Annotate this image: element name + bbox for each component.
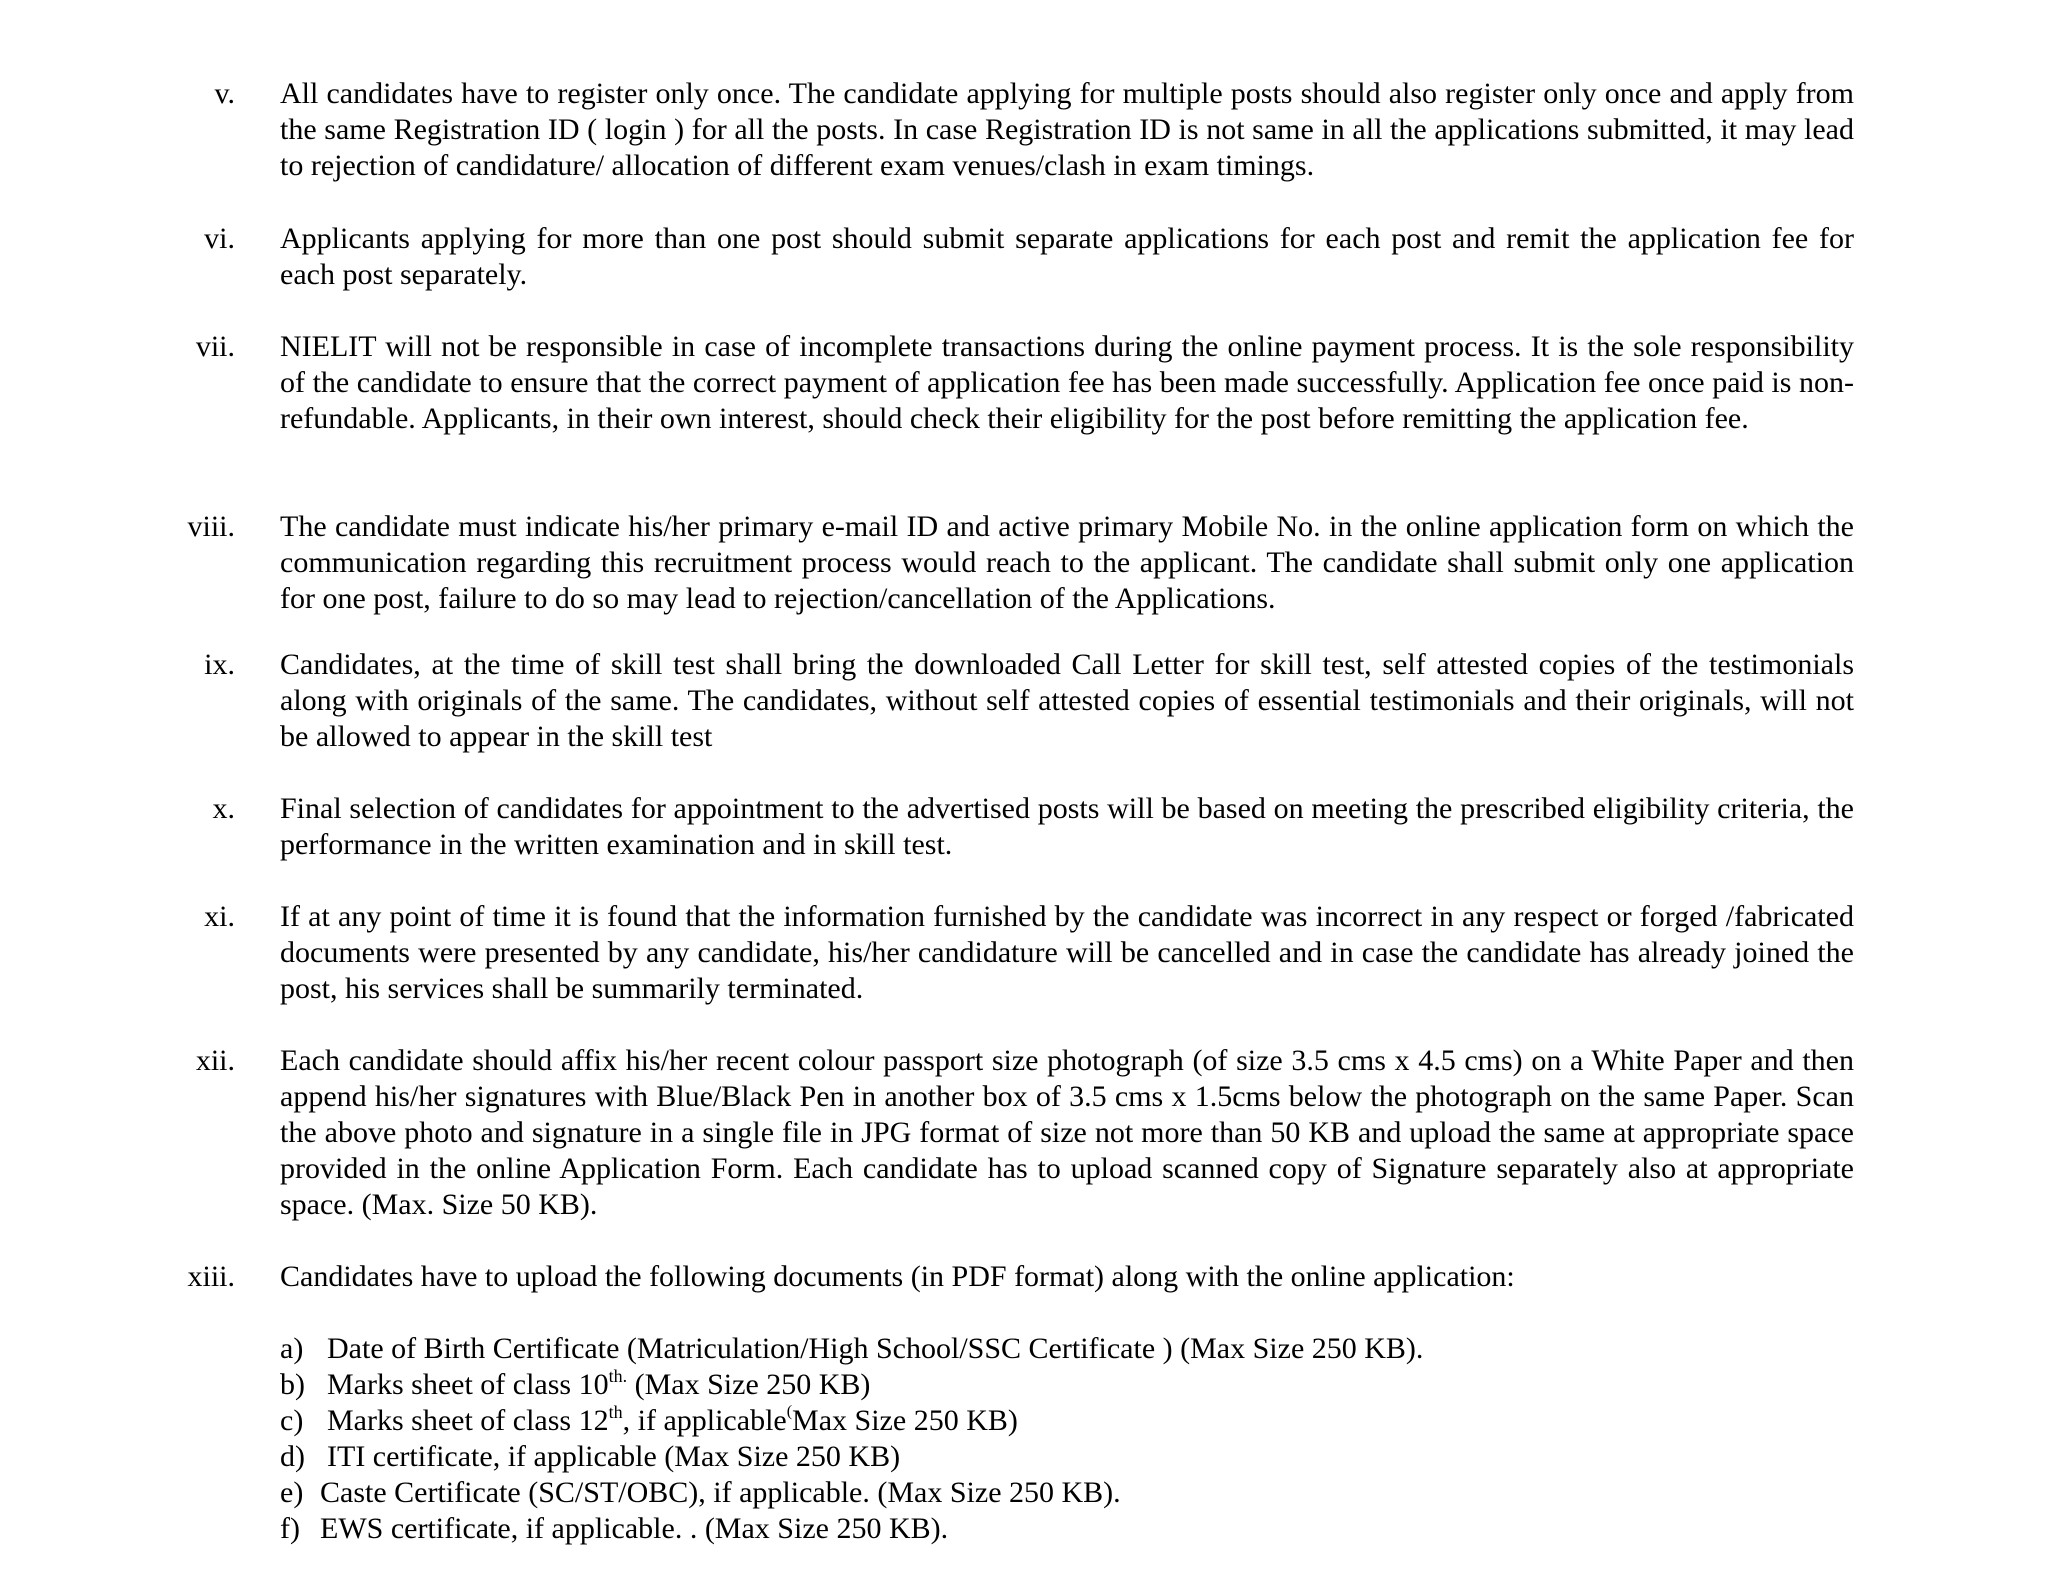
document-text: Marks sheet of class 12 [327,1404,609,1437]
document-label: b) [280,1368,305,1401]
document-label: e) [280,1476,304,1509]
document-item-d [280,1439,1854,1475]
item-text: All candidates have to register only once. The candidate applying for multiple posts should also register only once and apply from the same Registration ID ( login ) for all the posts. In case Registration ID is not same in all the applications submitted, it may lead to rejection of candidature/ allocation of different exam venues/clash in exam timings. [280,77,1854,182]
item-number: ix. [204,648,235,681]
item-number: xii. [195,1044,235,1077]
item-number: v. [214,77,235,110]
item-text: Each candidate should affix his/her recent colour passport size photograph (of size 3.5 cms x 4.5 cms) on a White Paper and then append his/her signatures with Blue/Black Pen in another box of 3.5 cms x 1.5cms below the photograph on the same Paper. Scan the above photo and signature in a single file in JPG format of size not more than 50 KB and upload the same at appropriate space provided in the online Application Form. Each candidate has to upload scanned copy of Signature separately also at appropriate space. (Max. Size 50 KB). [280,1044,1854,1221]
document-label: c) [280,1404,304,1437]
item-text: The candidate must indicate his/her primary e-mail ID and active primary Mobile No. in the online application form on which the communication regarding this recruitment process would reach to the applicant. The candidate shall submit only one application for one post, failure to do so may lead to rejection/cancellation of the Applications. [280,510,1854,615]
document-label: d) [280,1440,305,1473]
item-number: vi. [204,222,235,255]
small-parenthesis-mark: ( [786,1403,793,1420]
document-label: f) [280,1512,300,1545]
document-text: Marks sheet of class 10 [327,1368,609,1401]
item-text: NIELIT will not be responsible in case of incomplete transactions during the online payment process. It is the sole responsibility of the candidate to ensure that the correct payment of application fee has been made successfully. Application fee once paid is non-refundable. Applicants, in their own interest, should check their eligibility for the post before remitting the application fee. [280,330,1854,435]
item-text: Candidates, at the time of skill test shall bring the downloaded Call Letter for skill test, self attested copies of the testimonials along with originals of the same. The candidates, without self attested copies of essential testimonials and their originals, will not be allowed to appear in the skill test [280,648,1854,753]
document-text: ITI certificate, if applicable (Max Size 250 KB) [327,1440,901,1473]
item-number: vii. [195,330,235,363]
item-number: viii. [187,510,235,543]
document-item-a [280,1331,1854,1367]
document-text: Caste Certificate (SC/ST/OBC), if applicable. (Max Size 250 KB). [320,1476,1121,1509]
item-text: Final selection of candidates for appointment to the advertised posts will be based on meeting the prescribed eligibility criteria, the performance in the written examination and in skill test. [280,792,1854,861]
item-number: xi. [204,900,235,933]
document-item-e [280,1475,1854,1511]
document-label: a) [280,1332,304,1365]
document-text-suffix: Max Size 250 KB) [792,1404,1018,1437]
item-text: Candidates have to upload the following documents (in PDF format) along with the online application: [280,1260,1515,1293]
ordinal-superscript: th [608,1402,623,1422]
item-text: If at any point of time it is found that the information furnished by the candidate was incorrect in any respect or forged /fabricated documents were presented by any candidate, his/her candidature will be cancelled and in case the candidate has already joined the post, his services shall be summarily terminated. [280,900,1854,1005]
item-number: xiii. [187,1260,235,1293]
document-text: Date of Birth Certificate (Matriculation/High School/SSC Certificate ) (Max Size 250 KB). [327,1332,1424,1365]
document-text-suffix: (Max Size 250 KB) [627,1368,871,1401]
ordinal-superscript: th. [608,1366,628,1386]
document-item-f [280,1511,1854,1547]
document-text: EWS certificate, if applicable. . (Max Size 250 KB). [320,1512,949,1545]
item-number: x. [212,792,235,825]
document-item-b [280,1367,1854,1403]
document-item-c [280,1403,1854,1439]
document-text-middle: , if applicable [622,1404,787,1437]
item-text: Applicants applying for more than one post should submit separate applications for each post and remit the application fee for each post separately. [280,222,1854,291]
